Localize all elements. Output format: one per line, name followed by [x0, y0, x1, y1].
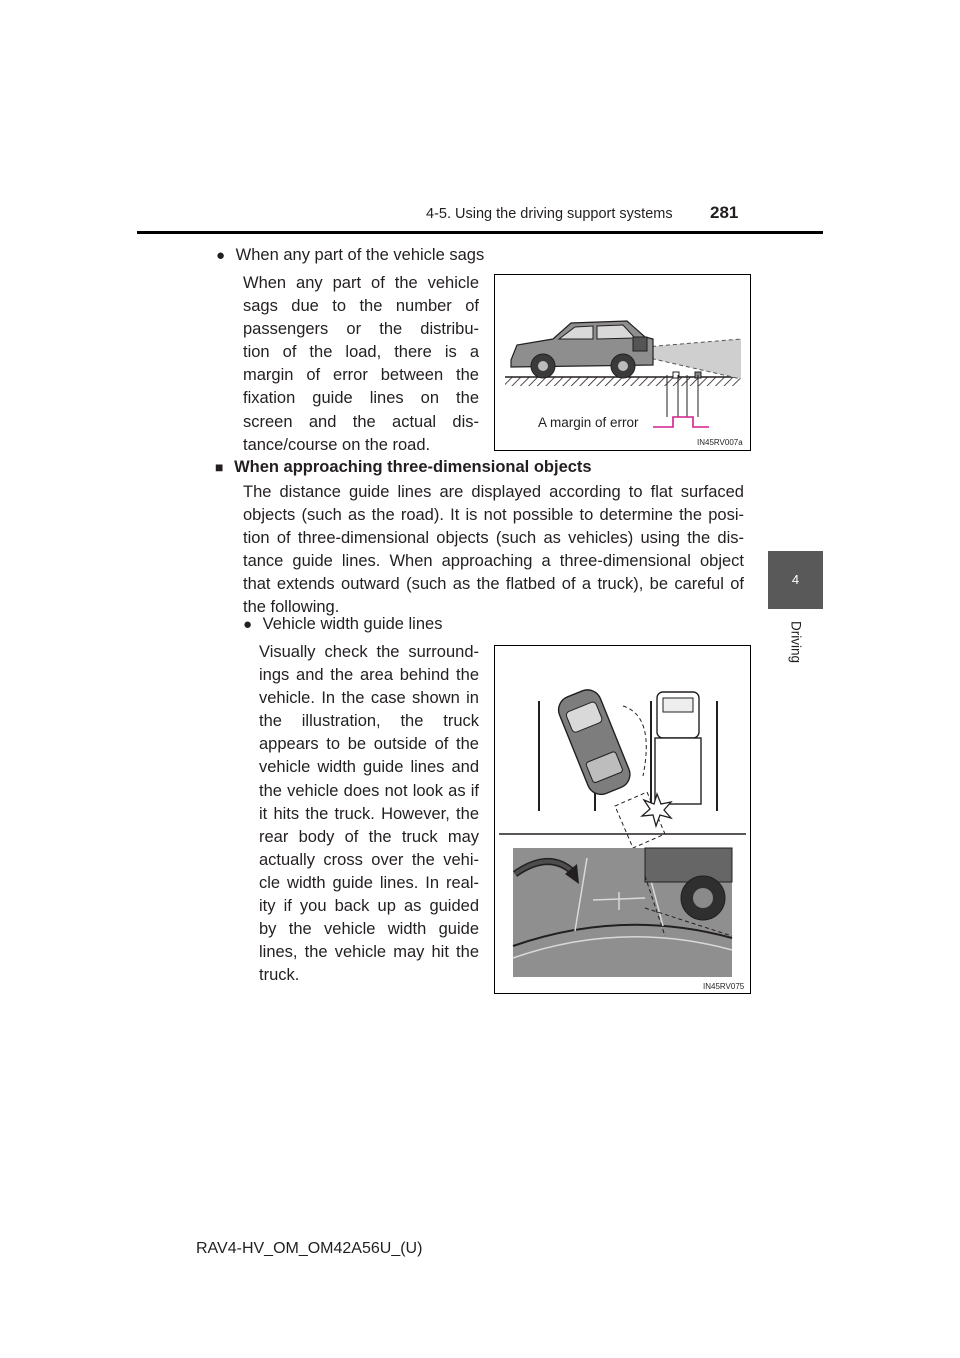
text-line: vehicle. In the case shown in	[259, 689, 479, 708]
text-line: tion of three-dimensional objects (such as vehicles) using the dis-	[243, 529, 744, 548]
text-line: lines, the vehicle may hit the	[259, 943, 479, 962]
text-line: the vehicle does not look as if	[259, 781, 479, 800]
page-number: 281	[710, 203, 739, 222]
chapter-label: Driving	[788, 620, 804, 664]
document-id: RAV4-HV_OM_OM42A56U_(U)	[196, 1240, 423, 1257]
text-line: screen and the actual dis-	[243, 412, 479, 431]
sags-paragraph	[243, 272, 479, 457]
text-line: vehicle width guide lines and	[259, 758, 479, 777]
margin-of-error-label: A margin of error	[538, 415, 639, 430]
text-line: Visually check the surround-	[259, 643, 479, 661]
text-line: tance/course on the road.	[243, 435, 431, 454]
header-rule	[137, 231, 823, 234]
text-line: The distance guide lines are displayed according to flat surfaced	[243, 483, 744, 501]
sag-illustration	[494, 274, 751, 451]
chapter-label-container	[776, 612, 816, 672]
section-title: 4-5. Using the driving support systems	[426, 206, 673, 222]
text-line: actually cross over the vehi-	[259, 850, 479, 869]
text-line: passengers or the distribu-	[243, 320, 479, 339]
bullet-icon: ●	[216, 247, 226, 264]
text-line: by the vehicle width guide	[259, 920, 479, 939]
bullet-icon: ●	[243, 616, 253, 633]
width-heading-row	[243, 613, 442, 636]
text-line: the illustration, the truck	[259, 712, 479, 731]
text-line: objects (such as the road). It is not possible to determine the posi-	[243, 506, 744, 525]
text-line: rear body of the truck may	[259, 827, 479, 846]
text-line: appears to be outside of the	[259, 735, 479, 754]
text-line: ity if you back up as guided	[259, 897, 479, 916]
width-heading: Vehicle width guide lines	[262, 615, 443, 633]
chapter-tab[interactable]: 4	[768, 551, 823, 609]
figure-code: IN45RV007a	[697, 438, 743, 447]
square-bullet-icon: ■	[215, 459, 224, 475]
text-line: that extends outward (such as the flatbed of a truck), be careful of	[243, 575, 744, 594]
width-paragraph	[259, 641, 479, 987]
text-line: tance guide lines. When approaching a three-dimensional object	[243, 552, 744, 571]
text-line: When any part of the vehicle	[243, 274, 479, 292]
text-line: the following.	[243, 598, 340, 617]
three-d-paragraph	[243, 481, 744, 620]
text-line: truck.	[259, 966, 300, 985]
truck-diagram	[495, 646, 750, 993]
text-line: fixation guide lines on the	[243, 389, 479, 408]
truck-illustration	[494, 645, 751, 994]
text-line: tion of the load, there is a	[243, 343, 479, 362]
text-line: sags due to the number of	[243, 297, 479, 316]
sags-heading-row	[216, 244, 484, 267]
text-line: ings and the area behind the	[259, 666, 479, 685]
figure-code: IN45RV075	[703, 982, 745, 991]
text-line: margin of error between the	[243, 366, 479, 385]
three-d-heading: When approaching three-dimensional objects	[234, 458, 592, 476]
text-line: cle width guide lines. In real-	[259, 873, 479, 892]
text-line: it hits the truck. However, the	[259, 804, 479, 823]
sags-heading: When any part of the vehicle sags	[235, 246, 485, 264]
three-d-heading-row	[215, 456, 592, 479]
